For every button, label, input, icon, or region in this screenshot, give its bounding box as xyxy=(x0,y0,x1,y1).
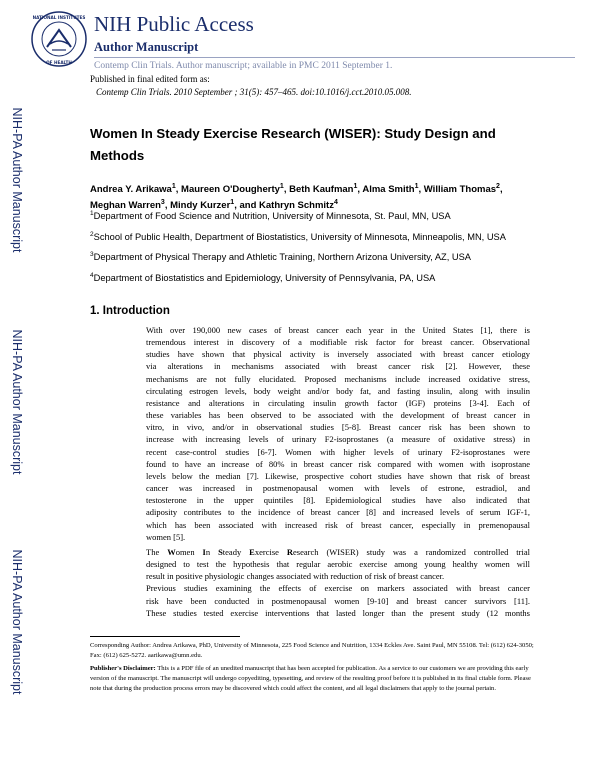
author-name: William Thomas xyxy=(423,184,497,196)
publisher-disclaimer: Publisher's Disclaimer: This is a PDF file of an unedited manuscript that has been accepted for publication. As a service to our customers we are providing this early version of the manuscript. The manuscript will undergo copyediting, typesetting, and review of the resulting proof before it is published in its final citable form. Please note that during the production process errors may be discovered which could affect the content, and all legal disclaimers that apply to the journal pertain. xyxy=(90,665,531,692)
published-label: Published in final edited form as: xyxy=(90,74,210,84)
svg-text:OF HEALTH: OF HEALTH xyxy=(46,60,72,65)
sidebar-label-bottom: NIH-PA Author Manuscript xyxy=(10,549,24,695)
author-name: Meghan Warren xyxy=(90,200,161,212)
publication-reference[interactable]: Contemp Clin Trials. 2010 September ; 31(5): 457–465. doi:10.1016/j.cct.2010.05.008. xyxy=(96,87,412,97)
author-name: Alma Smith xyxy=(362,184,415,196)
author-name: Mindy Kurzer xyxy=(170,200,231,212)
header-divider xyxy=(94,57,575,58)
author-name: Maureen O'Dougherty xyxy=(181,184,280,196)
author-name: Kathryn Schmitz xyxy=(259,200,334,212)
affiliation-item: $^1$Department of Food Science and Nutrition, University of Minnesota, St. Paul, MN, USA xyxy=(90,210,451,222)
author-list: Andrea Y. Arikawa$^1$, Maureen O'Dougherty$^1$, Beth Kaufman$^1$, Alma Smith$^1$, William Thomas$^2$, Meghan Warren$^3$, Mindy Kurzer$^1$, and Kathryn Schmitz$^4$ xyxy=(90,183,503,212)
correspondence-note: Corresponding Author: Andrea Arikawa, PhD, University of Minnesota, 225 Food Science and Nutrition, 1334 Eckles Ave. Saint Paul, MN 55108. Tel: (612) 624-3050; Fax: (612) 625-5272. aarikawa@umn.edu. xyxy=(90,642,534,659)
affiliation-item: $^3$Department of Physical Therapy and Athletic Training, Northern Arizona University, AZ, USA xyxy=(90,251,472,263)
intro-paragraph-1: With over 190,000 new cases of breast cancer each year in the United States [1], there is tremendous interest in discovery of a modifiable risk factor for breast cancer. Observational studies have shown that physical activity is inversely associated with breast cancer etiology via alterations in mechanisms associated with breast cancer risk [2]. However, these mechanisms are not fully elucidated. Proposed mechanisms include increased oxidative stress, circulating estrogen levels, body weight and/or body fat, and fasting insulin, along with insulin resistance and alterations in circulating insulin growth factor (IGF) proteins [3-4]. Each of these variables has been observed to be associated with the development of breast cancer in vitro, in vivo, and/or in observational studies [5-8]. Breast cancer risk has been shown to increase with increasing levels of urinary F2-isoprostanes (a measure of oxidative stress) in recent case-control studies [6-7]. Women with higher levels of urinary F2-isoprostanes were found to have an increase of 80% in breast cancer risk compared with women with isoprostane levels below the median [7]. Likewise, prospective cohort studies have shown that risk of breast cancer was increased in postmenopausal women with levels of estrone, estradiol, and testosterone in the upper quintiles [8]. Epidemiological studies have also indicated that adiposity contributes to the incidence of breast cancer [8] and increased levels of serum IGF-1, which has been associated with increased risk of breast cancer, especially in premenopausal women [5]. xyxy=(146,325,530,542)
section-heading-introduction: 1. Introduction xyxy=(90,305,170,317)
sidebar-label-middle: NIH-PA Author Manuscript xyxy=(10,329,24,475)
svg-text:NATIONAL INSTITUTES: NATIONAL INSTITUTES xyxy=(32,15,86,20)
affiliation-item: $^2$School of Public Health, Department of Biostatistics, University of Minnesota, Minneapolis, MN, USA xyxy=(90,230,506,242)
header-title: NIH Public Access xyxy=(94,12,254,36)
header-subtitle: Author Manuscript xyxy=(94,40,199,54)
footnote-divider xyxy=(90,636,240,637)
intro-paragraph-2: The Women In Steady Exercise Research (WISER) study was a randomized controlled trial designed to test the hypothesis that regular aerobic exercise among young healthy women will result in positive physiologic changes associated with reduction of risk of breast cancer. Previous studies examining the effects of exercise on markers associated with breast cancer risk have been conducted in postmenopausal women [9-10] and breast cancer survivors [11]. These studies tested exercise interventions that lasted longer than the present study (12 months xyxy=(146,547,530,618)
article-title: Women In Steady Exercise Research (WISER): Study Design and Methods xyxy=(90,126,496,163)
footnotes xyxy=(90,641,534,697)
affiliation-item: $^4$Department of Biostatistics and Epidemiology, University of Pennsylvania, PA, USA xyxy=(90,271,436,283)
affiliations xyxy=(90,208,530,290)
nih-header xyxy=(30,10,575,70)
nih-seal-icon xyxy=(30,10,88,68)
publication-info xyxy=(90,73,530,99)
header-journal-line: Contemp Clin Trials. Author manuscript; available in PMC 2011 September 1. xyxy=(94,61,393,71)
author-name: Beth Kaufman xyxy=(289,184,354,196)
sidebar-label-top: NIH-PA Author Manuscript xyxy=(10,107,24,253)
author-name: Andrea Y. Arikawa xyxy=(90,184,172,196)
